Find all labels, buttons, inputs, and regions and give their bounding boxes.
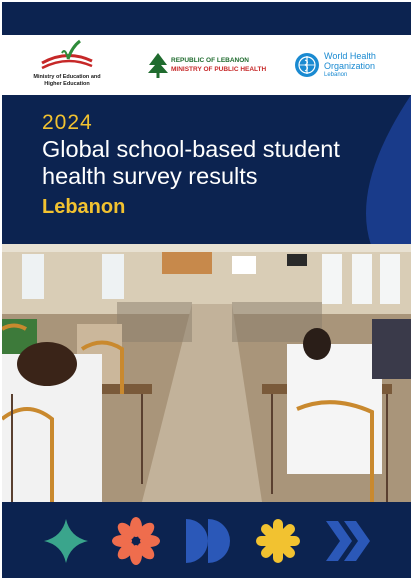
who-line2: Organization	[324, 61, 376, 71]
report-title: Global school-based student health survey results	[42, 136, 340, 189]
classroom-illustration	[2, 244, 411, 502]
classroom-photo	[2, 244, 411, 502]
sparkle-icon	[42, 517, 90, 565]
mph-line2: MINISTRY OF PUBLIC HEALTH	[171, 66, 267, 73]
cedar-tree-icon	[147, 51, 169, 81]
who-line3: Lebanon	[324, 72, 348, 78]
moe-emblem-icon	[32, 35, 102, 75]
report-country: Lebanon	[42, 196, 126, 218]
who-line1: World Health	[324, 51, 376, 61]
decorative-icon-row	[2, 502, 411, 578]
burst-icon	[254, 517, 302, 565]
double-chevron-icon	[324, 517, 372, 565]
top-stripe	[2, 2, 411, 19]
mph-line1: REPUBLIC OF LEBANON	[171, 57, 249, 64]
who-logo	[294, 35, 384, 95]
report-cover	[2, 2, 411, 578]
asterisk-flower-icon	[112, 517, 160, 565]
half-circles-icon	[184, 517, 232, 565]
who-emblem-icon	[294, 52, 320, 78]
mph-logo	[147, 35, 267, 95]
moe-label: Ministry of Education and Higher Education	[33, 74, 101, 87]
moe-logo	[32, 35, 102, 95]
report-year: 2024	[42, 111, 93, 134]
logo-band	[2, 35, 411, 95]
